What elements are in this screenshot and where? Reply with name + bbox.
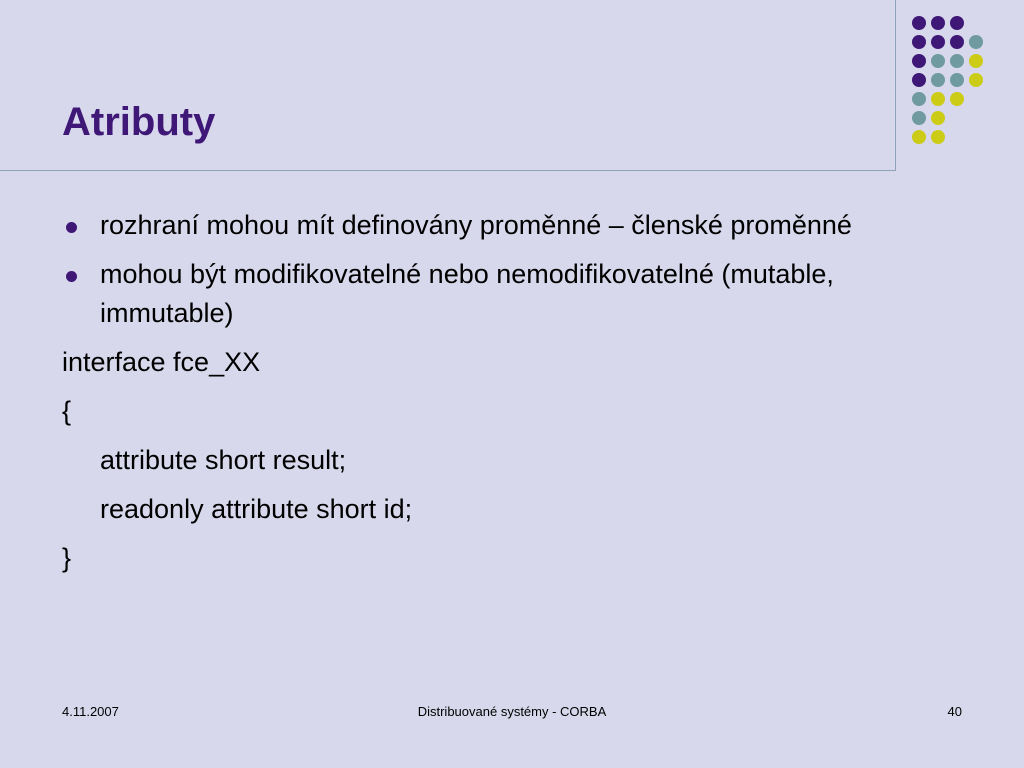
bullet-icon	[66, 271, 77, 282]
bullet-item	[62, 206, 942, 245]
decorative-dot	[912, 111, 926, 125]
decorative-dot	[950, 16, 964, 30]
decorative-dot	[912, 92, 926, 106]
horizontal-divider	[0, 170, 896, 171]
decorative-dot	[950, 92, 964, 106]
decorative-dot	[931, 92, 945, 106]
decorative-dot	[931, 111, 945, 125]
decorative-dot	[912, 54, 926, 68]
footer-date: 4.11.2007	[62, 704, 119, 719]
code-line-open-brace: {	[62, 396, 72, 426]
decorative-dot	[969, 73, 983, 87]
decorative-dot	[931, 16, 945, 30]
decorative-dot	[950, 73, 964, 87]
bullet-icon	[66, 222, 77, 233]
slide-title: Atributy	[62, 100, 216, 144]
decorative-dot	[912, 73, 926, 87]
code-line-readonly-attribute: readonly attribute short id;	[100, 494, 413, 524]
code-line-interface: interface fce_XX	[62, 347, 261, 377]
decorative-dot	[931, 73, 945, 87]
decorative-dot	[969, 35, 983, 49]
bullet-text: rozhraní mohou mít definovány proměnné – členské proměnné	[100, 210, 852, 240]
decorative-dot	[912, 35, 926, 49]
code-line-close-brace: }	[62, 543, 72, 573]
bullet-text: mohou být modifikovatelné nebo nemodifikovatelné (mutable, immutable)	[100, 259, 834, 328]
decorative-dot	[912, 16, 926, 30]
footer-title: Distribuované systémy - CORBA	[417, 704, 607, 719]
decorative-dot	[931, 130, 945, 144]
page-number: 40	[947, 704, 962, 719]
decorative-dot	[931, 54, 945, 68]
vertical-divider	[895, 0, 896, 171]
decorative-dot	[931, 35, 945, 49]
bullet-item	[62, 255, 942, 333]
slide-body	[62, 206, 942, 588]
decorative-dot	[969, 54, 983, 68]
code-line-attribute: attribute short result;	[100, 445, 347, 475]
decorative-dot	[912, 130, 926, 144]
decorative-dot	[950, 54, 964, 68]
decorative-dot	[950, 35, 964, 49]
